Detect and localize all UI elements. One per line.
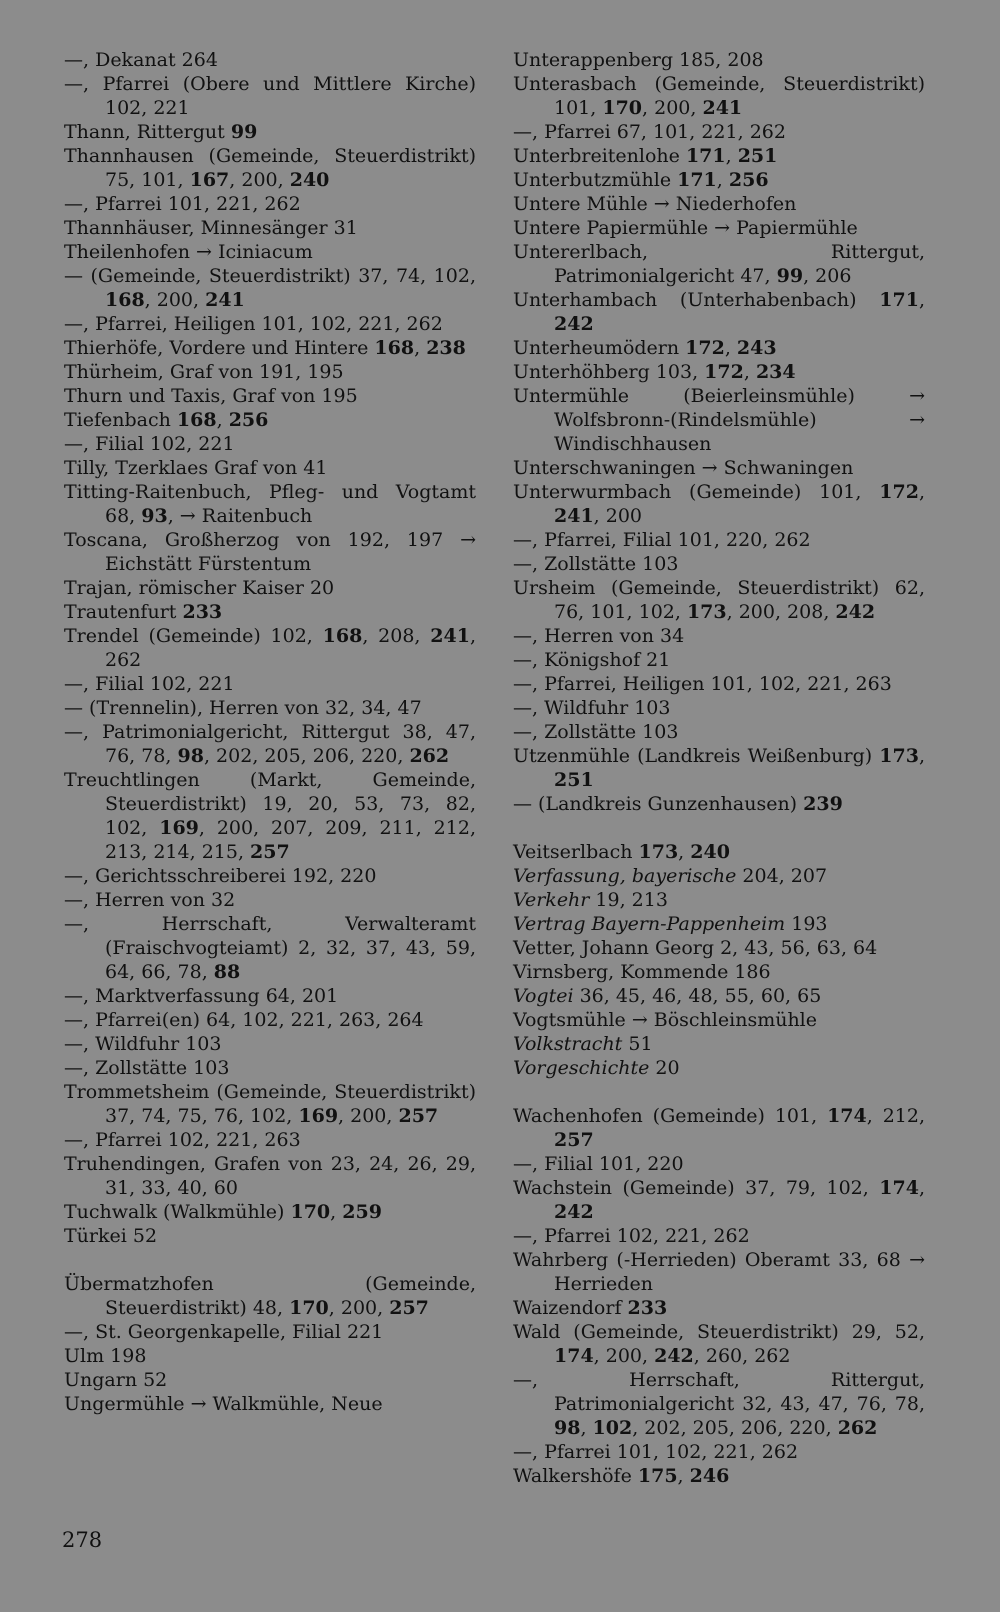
entry-text: Unterwurmbach (Gemeinde) 101, — [513, 481, 880, 503]
page-ref-bold: 239 — [803, 793, 843, 815]
page-ref-bold: 242 — [554, 313, 594, 335]
entry-text: , → Raitenbuch — [167, 505, 313, 527]
entry-text: Unterheumödern — [513, 337, 686, 359]
entry-text: —, Filial 102, 221 — [64, 673, 235, 695]
section-gap — [513, 1080, 925, 1104]
page-ref-bold: 171 — [677, 169, 717, 191]
index-entry — [513, 792, 925, 816]
entry-text: Untererlbach, Rittergut, Patrimonialgericht 47, — [513, 241, 925, 287]
index-entry — [64, 888, 476, 912]
index-entry — [513, 288, 925, 336]
entry-text: Thurn und Taxis, Graf von 195 — [64, 385, 358, 407]
entry-text: Utzenmühle (Landkreis Weißenburg) — [513, 745, 880, 767]
index-entry — [64, 408, 476, 432]
page-ref-bold: 173 — [638, 841, 679, 863]
entry-text: , 208, — [362, 625, 431, 647]
index-entry — [513, 216, 925, 240]
entry-text: —, Gerichtsschreiberei 192, 220 — [64, 865, 377, 887]
index-entry — [64, 768, 476, 864]
index-entry — [64, 336, 476, 360]
entry-text: , 200, — [338, 1105, 399, 1127]
index-entry — [513, 1008, 925, 1032]
entry-text: , 200, — [144, 289, 206, 311]
index-entry — [64, 1008, 476, 1032]
entry-text: , — [918, 289, 925, 311]
entry-text: —, Pfarrei 101, 221, 262 — [64, 193, 301, 215]
index-entry — [513, 744, 925, 792]
entry-text: , — [580, 1417, 593, 1439]
page-ref-bold: 174 — [879, 1177, 919, 1199]
entry-text: — (Gemeinde, Steuerdistrikt) 37, 74, 102, — [64, 265, 476, 287]
page-number: 278 — [62, 1528, 103, 1552]
entry-text: , — [330, 1201, 343, 1223]
page-ref-bold: 257 — [389, 1297, 429, 1319]
entry-text: — (Landkreis Gunzenhausen) — [513, 793, 804, 815]
entry-text: Thannhäuser, Minnesänger 31 — [64, 217, 358, 239]
page-ref-bold: 240 — [690, 841, 730, 863]
index-entry — [64, 1080, 476, 1128]
page-ref-bold: 241 — [430, 625, 470, 647]
entry-text: —, Pfarrei 102, 221, 263 — [64, 1129, 301, 1151]
entry-text: Unterbreitenlohe — [513, 145, 686, 167]
page-ref-bold: 233 — [627, 1297, 668, 1319]
entry-text: , — [724, 337, 737, 359]
entry-text: Unterasbach (Gemeinde, Steuerdistrikt) 101, — [513, 73, 925, 119]
entry-text: —, Pfarrei, Heiligen 101, 102, 221, 263 — [513, 673, 892, 695]
index-entry — [513, 456, 925, 480]
index-entry — [64, 1392, 476, 1416]
page-ref-bold: 242 — [554, 1201, 594, 1223]
page-ref-bold: 93 — [141, 505, 168, 527]
entry-text: Untere Papiermühle → Papiermühle — [513, 217, 858, 239]
index-entry — [513, 624, 925, 648]
index-entry — [64, 984, 476, 1008]
entry-text: Vogtsmühle → Böschleinsmühle — [513, 1009, 817, 1031]
index-column-right — [513, 48, 925, 1488]
entry-text: , — [918, 745, 925, 767]
entry-text: Übermatzhofen (Gemeinde, Steuerdistrikt) 48, — [64, 1273, 476, 1319]
page-ref-bold: 174 — [827, 1105, 867, 1127]
entry-text-italic: Volkstracht — [513, 1033, 623, 1055]
page-ref-bold: 256 — [728, 169, 769, 191]
index-entry — [64, 1344, 476, 1368]
index-entry — [64, 1056, 476, 1080]
entry-text: —, Pfarrei (Obere und Mittlere Kirche) 102, 221 — [64, 73, 476, 119]
index-entry — [513, 1320, 925, 1368]
page-ref-bold: 169 — [159, 817, 199, 839]
page-ref-bold: 257 — [250, 841, 290, 863]
entry-text: Trommetsheim (Gemeinde, Steuerdistrikt) 37, 74, 75, 76, 102, — [64, 1081, 476, 1127]
entry-text: Thierhöfe, Vordere und Hintere — [64, 337, 375, 359]
index-entry — [513, 1176, 925, 1224]
entry-text: Untere Mühle → Niederhofen — [513, 193, 797, 215]
index-entry — [513, 240, 925, 288]
page-ref-bold: 88 — [213, 961, 241, 983]
entry-text: — (Trennelin), Herren von 32, 34, 47 — [64, 697, 422, 719]
page-ref-bold: 98 — [177, 745, 204, 767]
index-entry — [513, 984, 925, 1008]
index-entry — [513, 1440, 925, 1464]
entry-text: Unterhambach (Unterhabenbach) — [513, 289, 880, 311]
page-ref-bold: 98 — [554, 1417, 581, 1439]
entry-text: —, Königshof 21 — [513, 649, 671, 671]
entry-text: , 200, — [229, 169, 290, 191]
entry-text: Tilly, Tzerklaes Graf von 41 — [64, 457, 328, 479]
entry-text: Tuchwalk (Walkmühle) — [64, 1201, 291, 1223]
index-entry — [513, 1248, 925, 1296]
entry-text: —, Zollstätte 103 — [64, 1057, 230, 1079]
index-entry — [513, 144, 925, 168]
index-entry — [64, 600, 476, 624]
index-entry — [513, 72, 925, 120]
index-entry — [64, 72, 476, 120]
index-entry — [64, 1272, 476, 1320]
index-entry — [513, 936, 925, 960]
entry-text: Veitserlbach — [513, 841, 639, 863]
index-entry — [513, 864, 925, 888]
index-entry — [64, 624, 476, 672]
entry-text-italic: Verkehr — [513, 889, 590, 911]
entry-text: , 200, — [642, 97, 703, 119]
index-entry — [64, 1320, 476, 1344]
page-ref-bold: 170 — [290, 1201, 331, 1223]
entry-text: Thannhausen (Gemeinde, Steuerdistrikt) 75, 101, — [64, 145, 476, 191]
entry-text: —, Herrschaft, Verwalteramt (Fraischvogteiamt) 2, 32, 37, 43, 59, 64, 66, 78, — [64, 913, 476, 983]
page-ref-bold: 251 — [554, 769, 594, 791]
entry-text: —, Pfarrei 101, 102, 221, 262 — [513, 1441, 799, 1463]
index-entry — [513, 336, 925, 360]
entry-text: , — [918, 481, 925, 503]
entry-text: , — [725, 145, 738, 167]
section-gap — [513, 816, 925, 840]
index-entry — [64, 216, 476, 240]
index-entry — [513, 1368, 925, 1440]
entry-text: —, Pfarrei 67, 101, 221, 262 — [513, 121, 786, 143]
entry-text-italic: Verfassung, bayerische — [513, 865, 737, 887]
entry-text-italic: Vogtei — [513, 985, 574, 1007]
page-ref-bold: 243 — [736, 337, 777, 359]
index-entry — [513, 528, 925, 552]
page-ref-bold: 241 — [205, 289, 245, 311]
entry-text: Waizendorf — [513, 1297, 628, 1319]
index-entry — [513, 672, 925, 696]
entry-text: Unterhöhberg 103, — [513, 361, 705, 383]
page-ref-bold: 262 — [837, 1417, 878, 1439]
section-gap — [64, 1248, 476, 1272]
entry-text: —, Wildfuhr 103 — [64, 1033, 222, 1055]
entry-text: Ungermühle → Walkmühle, Neue — [64, 1393, 383, 1415]
entry-text: Tiefenbach — [64, 409, 177, 431]
page-ref-bold: 172 — [685, 337, 725, 359]
page-ref-bold: 175 — [637, 1465, 678, 1487]
index-entry — [513, 48, 925, 72]
entry-text: —, St. Georgenkapelle, Filial 221 — [64, 1321, 384, 1343]
page-ref-bold: 167 — [189, 169, 230, 191]
page-ref-bold: 102 — [592, 1417, 633, 1439]
entry-text: Untermühle (Beierleinsmühle) → Wolfsbronn-(Rindelsmühle) → Windischhausen — [513, 385, 925, 455]
entry-text: Ursheim (Gemeinde, Steuerdistrikt) 62, 76, 101, 102, — [513, 577, 925, 623]
entry-text: , 200, 207, 209, 211, 212, 213, 214, 215, — [105, 817, 476, 863]
index-entry — [513, 1464, 925, 1488]
index-entry — [64, 384, 476, 408]
entry-text: Truhendingen, Grafen von 23, 24, 26, 29, 31, 33, 40, 60 — [64, 1153, 476, 1199]
index-entry — [513, 480, 925, 528]
index-column-left — [64, 48, 476, 1416]
entry-text: Türkei 52 — [64, 1225, 158, 1247]
entry-text-italic: Vorgeschichte — [513, 1057, 650, 1079]
entry-text: Thann, Rittergut — [64, 121, 231, 143]
entry-text: Wahrberg (-Herrieden) Oberamt 33, 68 → Herrieden — [513, 1249, 925, 1295]
entry-text: , — [414, 337, 427, 359]
entry-text: , — [716, 169, 729, 191]
entry-text: Trautenfurt — [64, 601, 183, 623]
entry-text: Wachenhofen (Gemeinde) 101, — [513, 1105, 828, 1127]
index-entry — [64, 1032, 476, 1056]
entry-text: , 200, — [593, 1345, 655, 1367]
page-ref-bold: 168 — [105, 289, 145, 311]
entry-text: Trendel (Gemeinde) 102, — [64, 625, 323, 647]
entry-text: 36, 45, 46, 48, 55, 60, 65 — [573, 985, 822, 1007]
index-entry — [513, 384, 925, 456]
entry-text: , 200 — [593, 505, 643, 527]
index-entry — [64, 576, 476, 600]
index-entry — [64, 312, 476, 336]
entry-text: , — [678, 841, 691, 863]
entry-text: Unterappenberg 185, 208 — [513, 49, 764, 71]
entry-text: , 202, 205, 206, 220, — [632, 1417, 838, 1439]
index-entry — [513, 552, 925, 576]
entry-text: 51 — [622, 1033, 653, 1055]
entry-text: , 200, — [328, 1297, 390, 1319]
index-entry — [64, 48, 476, 72]
index-entry — [64, 144, 476, 192]
page-ref-bold: 257 — [554, 1129, 594, 1151]
index-entry — [64, 720, 476, 768]
entry-text: Trajan, römischer Kaiser 20 — [64, 577, 335, 599]
index-entry — [64, 864, 476, 888]
entry-text: —, Pfarrei(en) 64, 102, 221, 263, 264 — [64, 1009, 424, 1031]
index-entry — [64, 120, 476, 144]
page-ref-bold: 242 — [835, 601, 876, 623]
entry-text: Wald (Gemeinde, Steuerdistrikt) 29, 52, — [513, 1321, 925, 1343]
entry-text: —, Patrimonialgericht, Rittergut 38, 47, 76, 78, — [64, 721, 476, 767]
page-ref-bold: 256 — [228, 409, 269, 431]
entry-text: Ungarn 52 — [64, 1369, 168, 1391]
entry-text: , — [918, 1177, 925, 1199]
entry-text: —, Herrschaft, Rittergut, Patrimonialgericht 32, 43, 47, 76, 78, — [513, 1369, 925, 1415]
entry-text: 19, 213 — [589, 889, 668, 911]
page-ref-bold: 170 — [289, 1297, 329, 1319]
page-ref-bold: 173 — [686, 601, 727, 623]
entry-text: , 200, 208, — [726, 601, 836, 623]
entry-text: , — [677, 1465, 690, 1487]
entry-text: , — [216, 409, 229, 431]
entry-text-italic: Vertrag Bayern-Pappenheim — [513, 913, 786, 935]
index-entry — [64, 480, 476, 528]
page-ref-bold: 168 — [176, 409, 217, 431]
index-entry — [64, 1224, 476, 1248]
page-ref-bold: 259 — [342, 1201, 382, 1223]
page-ref-bold: 168 — [322, 625, 363, 647]
page-ref-bold: 240 — [289, 169, 330, 191]
page-ref-bold: 172 — [704, 361, 744, 383]
page-ref-bold: 251 — [737, 145, 778, 167]
page-ref-bold: 241 — [554, 505, 594, 527]
index-entry — [513, 1152, 925, 1176]
entry-text: —, Pfarrei, Filial 101, 220, 262 — [513, 529, 811, 551]
entry-text: , 212, — [866, 1105, 926, 1127]
page-ref-bold: 170 — [602, 97, 643, 119]
page-ref-bold: 174 — [554, 1345, 594, 1367]
index-entry — [513, 1296, 925, 1320]
index-entry — [64, 696, 476, 720]
entry-text: Treuchtlingen (Markt, Gemeinde, Steuerdistrikt) 19, 20, 53, 73, 82, 102, — [64, 769, 476, 839]
page-ref-bold: 169 — [298, 1105, 339, 1127]
page-ref-bold: 99 — [230, 121, 258, 143]
entry-text: —, Zollstätte 103 — [513, 553, 679, 575]
index-entry — [513, 168, 925, 192]
entry-text: —, Filial 101, 220 — [513, 1153, 684, 1175]
index-entry — [64, 360, 476, 384]
index-entry — [513, 1104, 925, 1152]
entry-text: —, Herren von 34 — [513, 625, 685, 647]
entry-text: Vetter, Johann Georg 2, 43, 56, 63, 64 — [513, 937, 878, 959]
index-entry — [64, 1368, 476, 1392]
index-entry — [64, 1128, 476, 1152]
entry-text: Wachstein (Gemeinde) 37, 79, 102, — [513, 1177, 880, 1199]
entry-text: Unterbutzmühle — [513, 169, 678, 191]
page-ref-bold: 173 — [879, 745, 919, 767]
index-entry — [64, 1152, 476, 1200]
entry-text: —, Pfarrei, Heiligen 101, 102, 221, 262 — [64, 313, 443, 335]
index-entry — [64, 240, 476, 264]
page-ref-bold: 241 — [702, 97, 743, 119]
entry-text: , 262 — [105, 625, 476, 671]
index-entry — [64, 264, 476, 312]
entry-text: 204, 207 — [736, 865, 828, 887]
entry-text: 193 — [785, 913, 828, 935]
entry-text: Virnsberg, Kommende 186 — [513, 961, 771, 983]
page-ref-bold: 238 — [426, 337, 466, 359]
index-entry — [513, 888, 925, 912]
index-entry — [513, 1224, 925, 1248]
entry-text: Walkershöfe — [513, 1465, 638, 1487]
page-ref-bold: 171 — [685, 145, 726, 167]
entry-text: , 206 — [803, 265, 852, 287]
entry-text: Thürheim, Graf von 191, 195 — [64, 361, 344, 383]
index-entry — [513, 840, 925, 864]
entry-text: —, Herren von 32 — [64, 889, 236, 911]
entry-text: Titting-Raitenbuch, Pfleg- und Vogtamt 68, — [64, 481, 476, 527]
page-ref-bold: 234 — [755, 361, 796, 383]
page-ref-bold: 246 — [689, 1465, 730, 1487]
page-ref-bold: 172 — [879, 481, 919, 503]
index-entry — [513, 912, 925, 936]
index-entry — [64, 456, 476, 480]
entry-text: —, Marktverfassung 64, 201 — [64, 985, 339, 1007]
page-ref-bold: 168 — [374, 337, 415, 359]
page-ref-bold: 233 — [182, 601, 223, 623]
entry-text: , 260, 262 — [693, 1345, 791, 1367]
page-ref-bold: 171 — [879, 289, 919, 311]
index-entry — [513, 1056, 925, 1080]
entry-text: Ulm 198 — [64, 1345, 147, 1367]
index-entry — [513, 1032, 925, 1056]
page-ref-bold: 262 — [409, 745, 450, 767]
index-entry — [513, 120, 925, 144]
entry-text: 20 — [649, 1057, 680, 1079]
index-entry — [513, 696, 925, 720]
index-entry — [513, 720, 925, 744]
index-entry — [64, 432, 476, 456]
entry-text: —, Dekanat 264 — [64, 49, 218, 71]
index-entry — [513, 960, 925, 984]
page-ref-bold: 257 — [398, 1105, 439, 1127]
entry-text: , — [743, 361, 756, 383]
index-entry — [513, 192, 925, 216]
index-entry — [64, 1200, 476, 1224]
page-ref-bold: 99 — [776, 265, 804, 287]
entry-text: Unterschwaningen → Schwaningen — [513, 457, 854, 479]
index-entry — [513, 576, 925, 624]
index-entry — [513, 648, 925, 672]
entry-text: Toscana, Großherzog von 192, 197 → Eichstätt Fürstentum — [64, 529, 476, 575]
entry-text: —, Wildfuhr 103 — [513, 697, 671, 719]
index-entry — [64, 912, 476, 984]
entry-text: —, Zollstätte 103 — [513, 721, 679, 743]
entry-text: —, Filial 102, 221 — [64, 433, 235, 455]
index-entry — [513, 360, 925, 384]
entry-text: —, Pfarrei 102, 221, 262 — [513, 1225, 750, 1247]
index-entry — [64, 192, 476, 216]
page-ref-bold: 242 — [654, 1345, 694, 1367]
entry-text: , 202, 205, 206, 220, — [203, 745, 410, 767]
index-entry — [64, 672, 476, 696]
entry-text: Theilenhofen → Iciniacum — [64, 241, 313, 263]
index-entry — [64, 528, 476, 576]
